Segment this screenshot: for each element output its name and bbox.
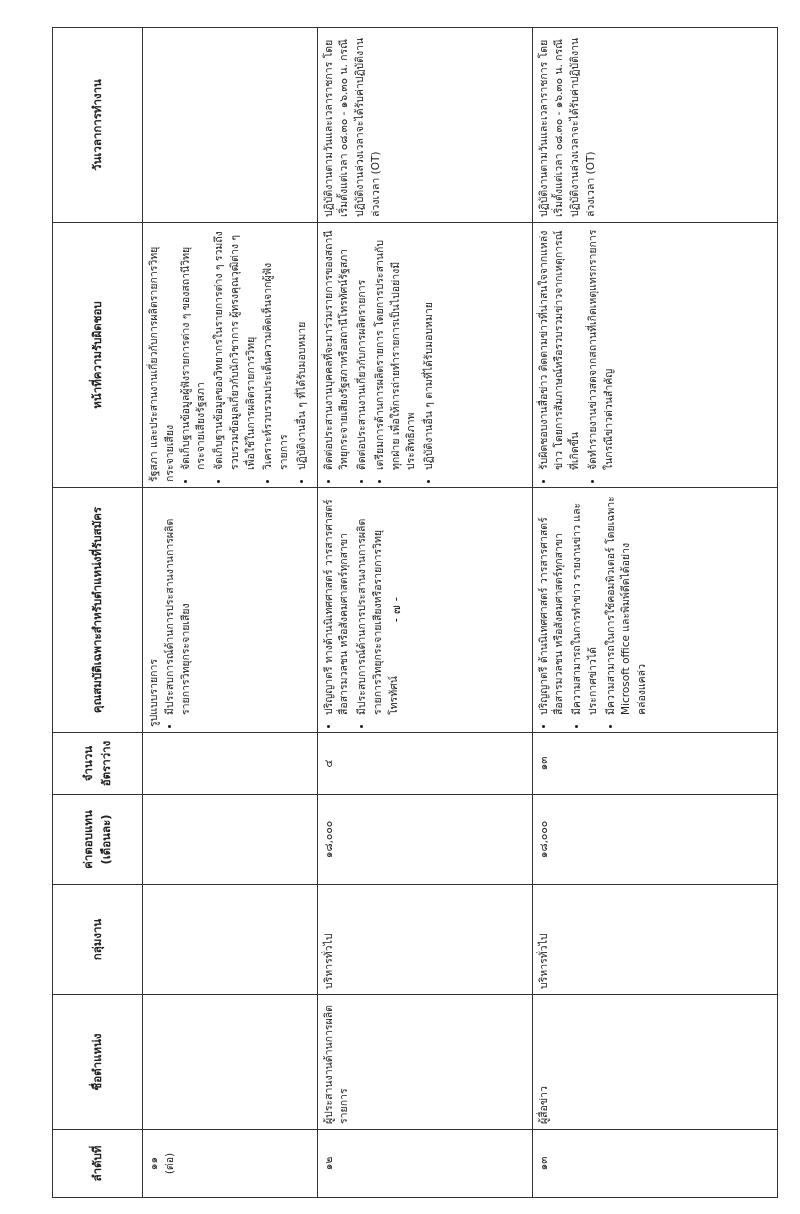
duty-item: • จัดเก็บฐานข้อมูลผู้ฟังรายการต่าง ๆ ของสถานีวิทยุกระจายเสียงรัฐสภา (179, 228, 211, 470)
qualification-item: • มีประสบการณ์ด้านการประสานงานการผลิตรายการวิทยุกระจายเสียง (163, 493, 195, 715)
duty-item: • รับผิดชอบงานสื่อข่าว ติดตามข่าวที่น่าสนใจจากแหล่งข่าว โดยการสัมภาษณ์หรือรวบรวมข่าวจากเหตุการณ์ที่เกิดขึ้น (537, 228, 584, 470)
duty-item: รัฐสภา และประสานงานเกี่ยวกับการผลิตรายการวิทยุกระจายเสียง (148, 246, 176, 482)
header-duties: หน้าที่ความรับผิดชอบ (53, 223, 143, 488)
row-group (143, 885, 318, 995)
qualification-item: • มีความสามารถในการใช้คอมพิวเตอร์ โดยเฉพาะ Microsoft office และพิมพ์ดีดได้อย่างคล่องแคล่ว (604, 493, 651, 715)
duty-item: • ปฏิบัติงานอื่น ๆ ตามที่ได้รับมอบหมาย (422, 228, 438, 470)
row-qualifications (532, 488, 777, 733)
table-row (317, 28, 532, 1198)
duty-item: • จัดทำรายงานข่าวสดจากสถานที่เกิดเหตุแทรกรายการ ในกรณีข่าวด่วนสำคัญ (586, 228, 618, 470)
table-row (532, 28, 777, 1198)
document-page (52, 28, 772, 1198)
table-row (143, 28, 318, 1198)
rotated-table-wrapper (52, 28, 772, 1198)
header-hours: วันเวลาการทำงาน (53, 28, 143, 223)
duty-item: • เตรียมการด้านการผลิตรายการ โดยการประสานกับทุกฝ่าย เพื่อให้การถ่ายทำรายการเป็นไปอย่างมีประสิทธิภาพ (373, 228, 420, 470)
header-position: ชื่อตำแหน่ง (53, 995, 143, 1130)
row-no-sub: (ต่อ) (163, 1152, 176, 1175)
header-row (53, 28, 143, 1198)
row-no: ๑๓ (532, 1130, 777, 1198)
row-duties (317, 223, 532, 488)
qualification-item: • มีความสามารถในการทำข่าว รายงานข่าว และประกาศข่าวได้ (570, 493, 602, 715)
qualification-item: รูปแบบรายการ (148, 659, 160, 727)
row-count (143, 733, 318, 795)
header-qualifications: คุณสมบัติเฉพาะสำหรับตำแหน่งที่รับสมัคร (53, 488, 143, 733)
row-duties (532, 223, 777, 488)
duty-item: • จัดเก็บฐานข้อมูลของวิทยากรในรายการต่าง ๆ รวมถึงรวบรวมข้อมูลเกี่ยวกับนักวิชาการ ผู้ทรงคุณวุฒิต่าง ๆ เพื่อใช้ในการผลิตรายการวิทยุ (212, 228, 259, 470)
row-group: บริหารทั่วไป (532, 885, 777, 995)
row-no: ๑๒ (317, 1130, 532, 1198)
duty-item: • ติดต่อประสานงานเกี่ยวกับการผลิตรายการ (355, 228, 371, 470)
row-salary: ๑๘,๐๐๐ (532, 795, 777, 885)
job-table (52, 27, 778, 1198)
row-hours: ปฏิบัติงานตามวันและเวลาราชการ โดยเริ่มตั้งแต่เวลา ๐๘.๓๐ - ๑๖.๓๐ น. กรณีปฏิบัติงานล่วงเวลาจะได้รับค่าปฏิบัติงานล่วงเวลา (OT) (532, 28, 777, 223)
row-hours (143, 28, 318, 223)
row-qualifications (317, 488, 532, 733)
duty-item: • ปฏิบัติงานอื่น ๆ ที่ได้รับมอบหมาย (295, 228, 311, 470)
row-no (143, 1130, 318, 1198)
qualification-item: • ปริญญาตรี ทางด้านนิเทศศาสตร์ วารสารศาสตร์ สื่อสารมวลชน หรือสังคมศาสตร์ทุกสาขา (322, 493, 354, 715)
row-count: ๑๓ (532, 733, 777, 795)
duty-item: • ติดต่อประสานงานบุคคลที่จะมาร่วมรายการของสถานีวิทยุกระจายเสียงรัฐสภาหรือสถานีโทรทัศน์รัฐสภา (322, 228, 354, 470)
header-group: กลุ่มงาน (53, 885, 143, 995)
header-salary: ค่าตอบแทน (เดือนละ) (53, 795, 143, 885)
qualification-item: • มีประสบการณ์ด้านการประสานงานการผลิตรายการวิทยุกระจายเสียงหรือรายการวิทยุโทรทัศน์ (355, 493, 402, 715)
row-no-value: ๑๑ (148, 1156, 160, 1171)
row-position (143, 995, 318, 1130)
qualification-item: • ปริญญาตรี ด้านนิเทศศาสตร์ วารสารศาสตร์ สื่อสารมวลชน หรือสังคมศาสตร์ทุกสาขา (537, 493, 569, 715)
row-qualifications (143, 488, 318, 733)
row-hours: ปฏิบัติงานตามวันและเวลาราชการ โดยเริ่มตั้งแต่เวลา ๐๘.๓๐ - ๑๖.๓๐ น. กรณีปฏิบัติงานล่วงเวลาจะได้รับค่าปฏิบัติงานล่วงเวลา (OT) (317, 28, 532, 223)
header-count: จำนวนอัตราว่าง (53, 733, 143, 795)
row-position: ผู้ประสานงานด้านการผลิตรายการ (317, 995, 532, 1130)
row-salary: ๑๘,๐๐๐ (317, 795, 532, 885)
row-salary (143, 795, 318, 885)
row-group: บริหารทั่วไป (317, 885, 532, 995)
row-duties (143, 223, 318, 488)
row-count: ๔ (317, 733, 532, 795)
duty-item: • วิเคราะห์รวบรวมประเด็นความคิดเห็นจากผู้ฟังรายการ (261, 228, 293, 470)
page-number: - ๗ - (389, 597, 403, 623)
row-position: ผู้สื่อข่าว (532, 995, 777, 1130)
header-no: ลำดับที่ (53, 1130, 143, 1198)
